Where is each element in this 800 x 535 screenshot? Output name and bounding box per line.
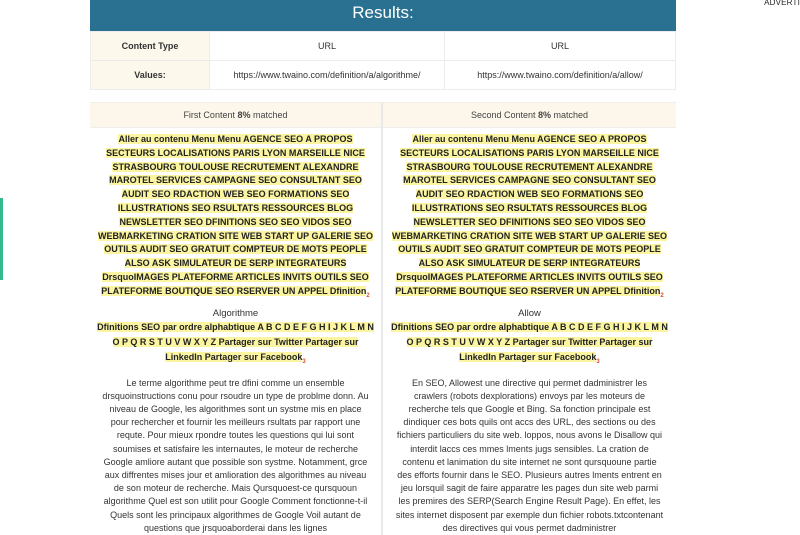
second-def-text — [389, 320, 670, 369]
first-highlighted-def: Dfinitions SEO par ordre alphabtique A B C D E F G H I J K L M N O P Q R S T U V W X Y Z Partager sur Twitter Partager sur LinkedIn Partager sur Facebook — [97, 322, 374, 362]
table-row — [91, 61, 676, 90]
first-match-percent: 8% — [237, 110, 251, 120]
first-content-column — [90, 103, 382, 535]
first-head-prefix: First Content — [183, 110, 235, 120]
second-highlighted-def: Dfinitions SEO par ordre alphabtique A B C D E F G H I J K L M N O P Q R S T U V W X Y Z Partager sur Twitter Partager sur LinkedIn Partager sur Facebook — [391, 322, 668, 362]
content-type-second: URL — [445, 32, 676, 61]
second-head-prefix: Second Content — [470, 110, 536, 120]
second-nav-text — [389, 133, 670, 303]
first-term: Algorithme — [212, 308, 259, 320]
left-accent-bar — [0, 198, 3, 280]
results-panel — [90, 0, 676, 535]
content-meta-table — [90, 31, 676, 90]
second-head-suffix: matched — [553, 110, 589, 120]
content-comparison — [90, 102, 676, 535]
first-def-marker: 3 — [302, 358, 306, 365]
content-type-label: Content Type — [91, 32, 210, 61]
second-match-percent: 8% — [538, 110, 552, 120]
second-content-header — [383, 103, 676, 128]
first-head-suffix: matched — [253, 110, 288, 120]
second-nav-marker: 2 — [660, 292, 664, 299]
second-paragraph: En SEO, Allowest une directive qui permet dadministrer les crawlers (robots dexplorations) envoys par les moteurs de recherche tels que Google et Bing. Sa fonction principale est dindiquer ces bots quils ont accs des URL, des sections ou des fichiers particuliers du site web. loppos, nous avons le Disallow qui interdit laccs ces mmes lments jugs sensibles. La cration de contenu et lanimation du site internet ne sont qursquoune partie des efforts fournir dans le SEO. Plusieurs autres lments entrent en jeu lorsquil sagit de faire apparatre les pages dun site web parmi les premires des SERP(Search Engine Result Page). En effet, les sites internet disposent par exemple dun fichier robots.txtcontenant des directives qui vous permet dadministrer — [395, 377, 664, 533]
first-nav-text — [96, 133, 375, 303]
second-def-marker: 3 — [596, 358, 600, 365]
first-paragraph: Le terme algorithme peut tre dfini comme un ensemble drsquoinstructions conu pour rsoudre un type de problme donn. Au niveau de Google, les algorithmes sont un systme mis en place pour rechercher et fournir les meilleurs rsultats par rapport une requte. Pour mieux rpondre toutes les questions qui lui sont soumises et satisfaire les internautes, le moteur de recherche Google amliore autant que possible son systme. Notamment, grce aux diffrentes mises jour et amlioration des algorithmes au niveau de son moteur de recherche. Mais Qursquoest-ce qursquoun algorithme Quel est son utilit pour Google Comment fonctionne-t-il Quels sont les principaux algorithmes de Google Voil autant de questions que jrsquoaborderai dans les lignes — [102, 377, 369, 533]
table-row — [91, 32, 676, 61]
results-header: Results: — [90, 0, 676, 31]
content-type-first: URL — [210, 32, 445, 61]
second-url[interactable]: https://www.twaino.com/definition/a/allow/ — [445, 61, 676, 90]
first-nav-marker: 2 — [366, 292, 370, 299]
first-url[interactable]: https://www.twaino.com/definition/a/algorithme/ — [210, 61, 445, 90]
first-def-text — [96, 320, 375, 369]
advert-label: ADVERTI — [764, 0, 800, 7]
second-content-column — [382, 103, 676, 535]
values-label: Values: — [91, 61, 210, 90]
second-term: Allow — [518, 308, 541, 320]
first-content-header — [90, 103, 381, 128]
second-highlighted-nav: Aller au contenu Menu Menu AGENCE SEO A PROPOS SECTEURS LOCALISATIONS PARIS LYON MARSEILLE NICE STRASBOURG TOULOUSE RECRUTEMENT ALEXANDRE MAROTEL SERVICES CAMPAGNE SEO CONSULTANT SEO AUDIT SEO RDACTION WEB SEO FORMATIONS SEO ILLUSTRATIONS SEO RSULTATS RESSOURCES BLOG NEWSLETTER SEO DFINITIONS SEO SEO VIDOS SEO WEBMARKETING CRATION SITE WEB START UP GALERIE SEO OUTILS AUDIT SEO GRATUIT COMPTEUR DE MOTS PEOPLE ALSO ASK SIMULATEUR DE SERP INTEGRATEURS DrsquoIMAGES PLATEFORME ARTICLES INVITS OUTILS SEO PLATEFORME BOUTIQUE SEO RSERVER UN APPEL Dfinition — [391, 134, 667, 296]
first-highlighted-nav: Aller au contenu Menu Menu AGENCE SEO A PROPOS SECTEURS LOCALISATIONS PARIS LYON MARSEILLE NICE STRASBOURG TOULOUSE RECRUTEMENT ALEXANDRE MAROTEL SERVICES CAMPAGNE SEO CONSULTANT SEO AUDIT SEO RDACTION WEB SEO FORMATIONS SEO ILLUSTRATIONS SEO RSULTATS RESSOURCES BLOG NEWSLETTER SEO DFINITIONS SEO SEO VIDOS SEO WEBMARKETING CRATION SITE WEB START UP GALERIE SEO OUTILS AUDIT SEO GRATUIT COMPTEUR DE MOTS PEOPLE ALSO ASK SIMULATEUR DE SERP INTEGRATEURS DrsquoIMAGES PLATEFORME ARTICLES INVITS OUTILS SEO PLATEFORME BOUTIQUE SEO RSERVER UN APPEL Dfinition — [97, 134, 373, 296]
